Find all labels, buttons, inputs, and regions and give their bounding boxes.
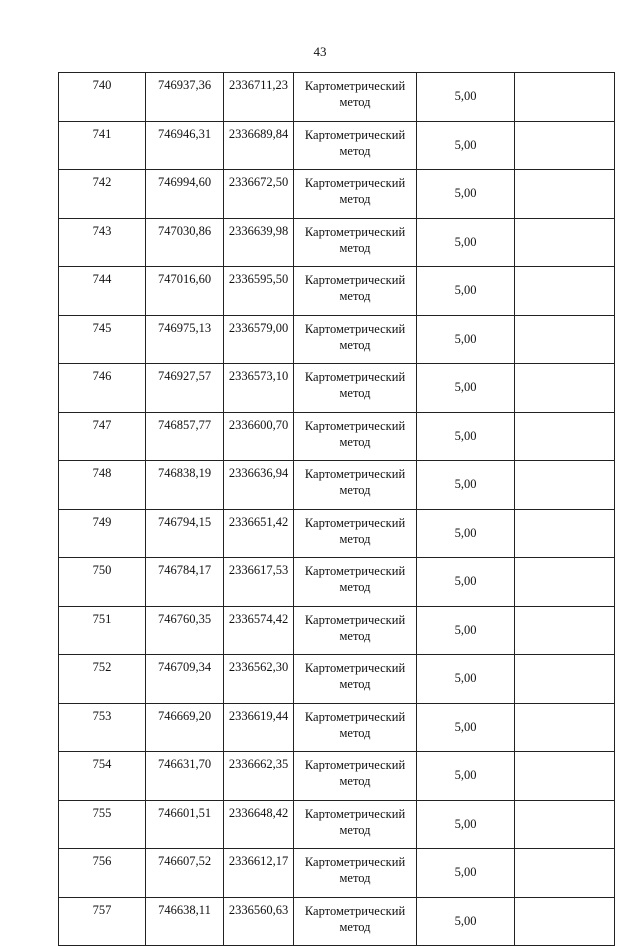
coordinates-table [58, 72, 615, 946]
method-cell [294, 655, 417, 704]
table-row [59, 800, 615, 849]
x-coordinate-cell: 746631,70 [146, 752, 224, 801]
x-coordinate-cell: 747030,86 [146, 218, 224, 267]
x-coordinate-cell: 746794,15 [146, 509, 224, 558]
error-cell: 5,00 [417, 267, 515, 316]
note-cell [515, 606, 615, 655]
note-cell [515, 267, 615, 316]
note-cell [515, 364, 615, 413]
table-row [59, 461, 615, 510]
error-cell: 5,00 [417, 606, 515, 655]
note-cell [515, 655, 615, 704]
note-cell [515, 461, 615, 510]
error-cell: 5,00 [417, 461, 515, 510]
note-cell [515, 73, 615, 122]
y-coordinate-cell: 2336560,63 [224, 897, 294, 946]
method-line-2: метод [339, 192, 371, 206]
error-cell: 5,00 [417, 703, 515, 752]
point-number-cell: 749 [59, 509, 146, 558]
method-cell [294, 461, 417, 510]
y-coordinate-cell: 2336573,10 [224, 364, 294, 413]
note-cell [515, 752, 615, 801]
method-line-2: метод [339, 289, 371, 303]
y-coordinate-cell: 2336617,53 [224, 558, 294, 607]
table-row [59, 315, 615, 364]
error-cell: 5,00 [417, 73, 515, 122]
x-coordinate-cell: 746838,19 [146, 461, 224, 510]
page-number: 43 [313, 44, 327, 59]
error-cell: 5,00 [417, 170, 515, 219]
method-line-1: Картометрический [304, 758, 406, 772]
y-coordinate-cell: 2336689,84 [224, 121, 294, 170]
table-row [59, 849, 615, 898]
error-cell: 5,00 [417, 897, 515, 946]
x-coordinate-cell: 746601,51 [146, 800, 224, 849]
method-line-1: Картометрический [304, 612, 406, 627]
method-line-2: метод [339, 95, 371, 109]
method-cell [294, 170, 417, 219]
error-cell: 5,00 [417, 849, 515, 898]
x-coordinate-cell: 746669,20 [146, 703, 224, 752]
method-cell [294, 218, 417, 267]
y-coordinate-cell: 2336651,42 [224, 509, 294, 558]
method-line-1: Картометрический [304, 127, 406, 142]
y-coordinate-cell: 2336619,44 [224, 703, 294, 752]
method-cell [294, 703, 417, 752]
point-number-cell: 748 [59, 461, 146, 510]
note-cell [515, 703, 615, 752]
error-cell: 5,00 [417, 412, 515, 461]
y-coordinate-cell: 2336579,00 [224, 315, 294, 364]
method-cell [294, 849, 417, 898]
table-row [59, 655, 615, 704]
error-cell: 5,00 [417, 509, 515, 558]
method-line-1: Картометрический [304, 273, 406, 287]
method-cell [294, 606, 417, 655]
error-cell: 5,00 [417, 655, 515, 704]
method-line-2: метод [339, 774, 371, 788]
point-number-cell: 741 [59, 121, 146, 170]
y-coordinate-cell: 2336672,50 [224, 170, 294, 219]
method-cell [294, 364, 417, 413]
method-line-2: метод [339, 531, 371, 546]
table-row [59, 509, 615, 558]
y-coordinate-cell: 2336636,94 [224, 461, 294, 510]
method-cell [294, 267, 417, 316]
table-row [59, 606, 615, 655]
table-row [59, 412, 615, 461]
method-cell [294, 315, 417, 364]
note-cell [515, 170, 615, 219]
method-cell [294, 800, 417, 849]
method-line-1: Картометрический [304, 564, 406, 578]
note-cell [515, 558, 615, 607]
table-row [59, 170, 615, 219]
method-line-1: Картометрический [304, 709, 406, 724]
table-row [59, 121, 615, 170]
point-number-cell: 742 [59, 170, 146, 219]
x-coordinate-cell: 746709,34 [146, 655, 224, 704]
point-number-cell: 752 [59, 655, 146, 704]
note-cell [515, 412, 615, 461]
method-line-1: Картометрический [304, 661, 406, 675]
note-cell [515, 800, 615, 849]
method-line-1: Картометрический [304, 370, 406, 384]
method-cell [294, 509, 417, 558]
table-row [59, 73, 615, 122]
note-cell [515, 849, 615, 898]
method-cell [294, 73, 417, 122]
method-line-2: метод [339, 434, 371, 449]
method-cell [294, 897, 417, 946]
point-number-cell: 757 [59, 897, 146, 946]
method-line-2: метод [339, 143, 371, 158]
x-coordinate-cell: 746638,11 [146, 897, 224, 946]
method-line-2: метод [339, 580, 371, 594]
point-number-cell: 740 [59, 73, 146, 122]
method-line-1: Картометрический [304, 79, 406, 93]
method-line-2: метод [339, 386, 371, 400]
y-coordinate-cell: 2336648,42 [224, 800, 294, 849]
table-row [59, 364, 615, 413]
table-row [59, 752, 615, 801]
point-number-cell: 746 [59, 364, 146, 413]
error-cell: 5,00 [417, 558, 515, 607]
table-row [59, 218, 615, 267]
method-line-2: метод [339, 240, 371, 255]
method-line-2: метод [339, 677, 371, 691]
method-line-1: Картометрический [304, 176, 406, 190]
method-line-2: метод [339, 628, 371, 643]
error-cell: 5,00 [417, 364, 515, 413]
note-cell [515, 897, 615, 946]
x-coordinate-cell: 746946,31 [146, 121, 224, 170]
method-line-2: метод [339, 871, 371, 885]
table-row [59, 703, 615, 752]
point-number-cell: 756 [59, 849, 146, 898]
point-number-cell: 745 [59, 315, 146, 364]
y-coordinate-cell: 2336639,98 [224, 218, 294, 267]
method-line-1: Картометрический [304, 418, 406, 433]
note-cell [515, 218, 615, 267]
method-cell [294, 412, 417, 461]
method-cell [294, 752, 417, 801]
table-body [59, 73, 615, 946]
x-coordinate-cell: 746994,60 [146, 170, 224, 219]
table-row [59, 558, 615, 607]
x-coordinate-cell: 746927,57 [146, 364, 224, 413]
y-coordinate-cell: 2336612,17 [224, 849, 294, 898]
note-cell [515, 121, 615, 170]
method-line-2: метод [339, 919, 371, 934]
point-number-cell: 755 [59, 800, 146, 849]
point-number-cell: 751 [59, 606, 146, 655]
note-cell [515, 315, 615, 364]
y-coordinate-cell: 2336600,70 [224, 412, 294, 461]
y-coordinate-cell: 2336562,30 [224, 655, 294, 704]
error-cell: 5,00 [417, 800, 515, 849]
y-coordinate-cell: 2336711,23 [224, 73, 294, 122]
note-cell [515, 509, 615, 558]
method-line-2: метод [339, 483, 371, 497]
x-coordinate-cell: 746607,52 [146, 849, 224, 898]
x-coordinate-cell: 747016,60 [146, 267, 224, 316]
method-line-1: Картометрический [304, 515, 406, 530]
method-line-1: Картометрический [304, 467, 406, 481]
error-cell: 5,00 [417, 121, 515, 170]
error-cell: 5,00 [417, 752, 515, 801]
x-coordinate-cell: 746784,17 [146, 558, 224, 607]
method-line-2: метод [339, 822, 371, 837]
point-number-cell: 750 [59, 558, 146, 607]
point-number-cell: 753 [59, 703, 146, 752]
point-number-cell: 754 [59, 752, 146, 801]
x-coordinate-cell: 746975,13 [146, 315, 224, 364]
y-coordinate-cell: 2336595,50 [224, 267, 294, 316]
method-cell [294, 121, 417, 170]
point-number-cell: 743 [59, 218, 146, 267]
method-line-1: Картометрический [304, 903, 406, 918]
error-cell: 5,00 [417, 218, 515, 267]
table-row [59, 267, 615, 316]
x-coordinate-cell: 746857,77 [146, 412, 224, 461]
method-line-1: Картометрический [304, 224, 406, 239]
method-line-2: метод [339, 725, 371, 740]
point-number-cell: 744 [59, 267, 146, 316]
method-line-1: Картометрический [304, 855, 406, 869]
method-cell [294, 558, 417, 607]
method-line-1: Картометрический [304, 806, 406, 821]
x-coordinate-cell: 746937,36 [146, 73, 224, 122]
y-coordinate-cell: 2336662,35 [224, 752, 294, 801]
method-line-1: Картометрический [304, 321, 406, 336]
method-line-2: метод [339, 337, 371, 352]
x-coordinate-cell: 746760,35 [146, 606, 224, 655]
point-number-cell: 747 [59, 412, 146, 461]
error-cell: 5,00 [417, 315, 515, 364]
y-coordinate-cell: 2336574,42 [224, 606, 294, 655]
table-row [59, 897, 615, 946]
